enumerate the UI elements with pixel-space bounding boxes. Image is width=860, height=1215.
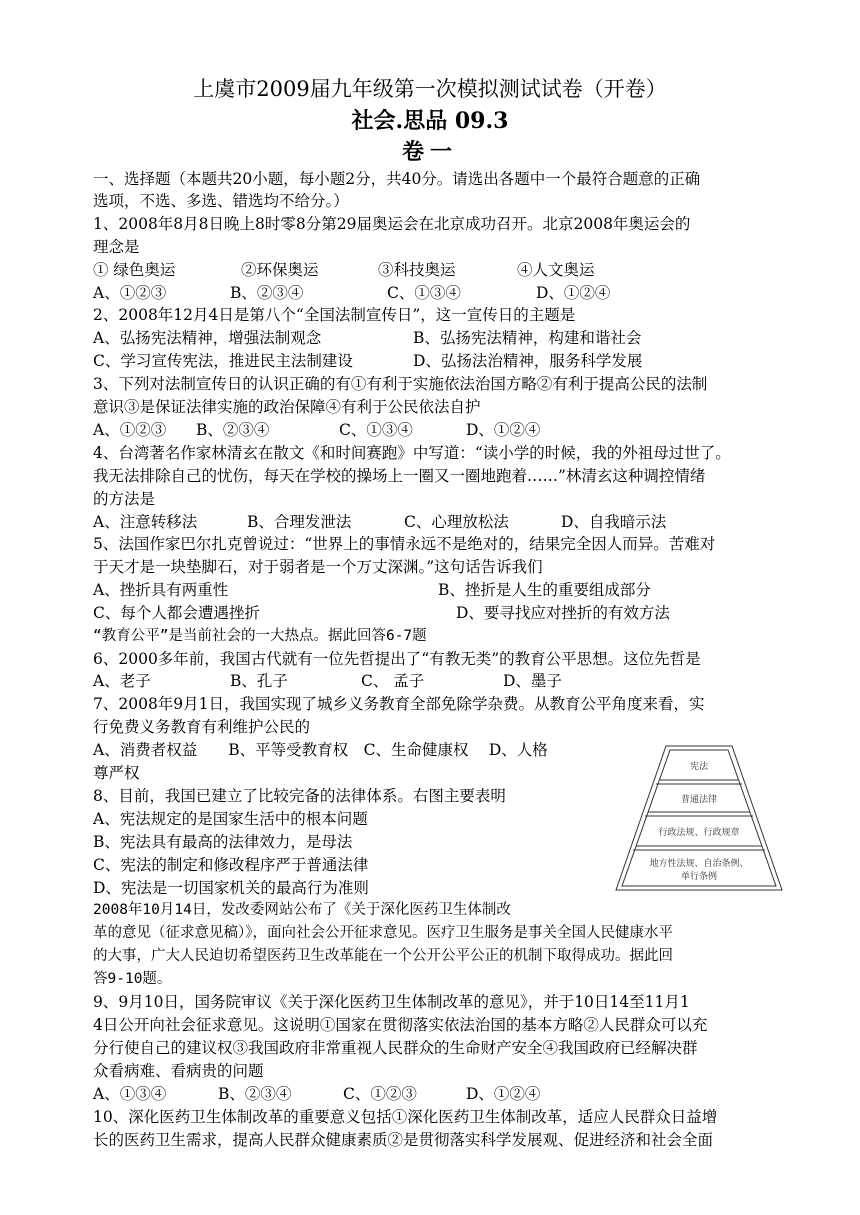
question-6-option-d: D、墨子 bbox=[503, 672, 562, 690]
question-5-option-a: A、挫折具有两重性 bbox=[93, 581, 229, 599]
question-3-option-d: D、①②④ bbox=[466, 421, 541, 439]
question-1-text: 理念是 bbox=[93, 238, 140, 256]
question-9-option-b: B、②③④ bbox=[218, 1085, 292, 1103]
question-8-option-c: C、宪法的制定和修改程序严于普通法律 bbox=[93, 856, 369, 874]
instructions-line: 选项，不选、多选、错选均不给分。） bbox=[93, 192, 349, 210]
question-5-option-b: B、挫折是人生的重要组成部分 bbox=[438, 581, 651, 599]
question-5-text: 于天才是一块垫脚石，对于弱者是一个万丈深渊。”这句话告诉我们 bbox=[93, 558, 543, 576]
question-7-text: 行免费义务教育有利维护公民的 bbox=[93, 718, 311, 736]
question-4-text: 4、台湾著名作家林清玄在散文《和时间赛跑》中写道：“读小学的时候，我的外祖母过世了。 bbox=[93, 444, 731, 462]
question-1-item: ① 绿色奥运 bbox=[93, 261, 176, 279]
exam-title: 上虞市2009届九年级第一次模拟测试试卷（开卷） bbox=[193, 77, 667, 101]
question-7-text: 7、2008年9月1日，我国实现了城乡义务教育全部免除学杂费。从教育公平角度来看，实 bbox=[93, 695, 705, 713]
question-5-text: 5、法国作家巴尔扎克曾说过：“世界上的事情永远不是绝对的，结果完全因人而异。苦难对 bbox=[93, 535, 716, 553]
question-6-option-a: A、老子 bbox=[93, 672, 151, 690]
question-2-option-a: A、弘扬宪法精神，增强法制观念 bbox=[93, 329, 322, 347]
material-medical-reform: 的大事，广大人民迫切希望医药卫生改革能在一个公开公平公正的机制下取得成功。据此回 bbox=[93, 948, 673, 964]
question-9-option-a: A、①③④ bbox=[93, 1085, 167, 1103]
question-6-text: 6、2000多年前，我国古代就有一位先哲提出了“有教无类”的教育公平思想。这位先哲是 bbox=[93, 650, 701, 668]
question-3-option-a: A、①②③ bbox=[93, 421, 167, 439]
question-9-option-c: C、①②③ bbox=[343, 1085, 417, 1103]
question-10-text: 10、深化医药卫生体制改革的重要意义包括①深化医药卫生体制改革，适应人民群众日益增 bbox=[93, 1108, 718, 1126]
pyramid-level-administrative: 行政法规、行政规章 bbox=[658, 828, 740, 838]
question-8-option-d: D、宪法是一切国家机关的最高行为准则 bbox=[93, 879, 369, 897]
question-3-option-b: B、②③④ bbox=[196, 421, 270, 439]
material-medical-reform: 革的意见（征求意见稿）》，面向社会公开征求意见。医疗卫生服务是事关全国人民健康水平 bbox=[93, 925, 673, 941]
question-9-text: 众看病难、看病贵的问题 bbox=[93, 1062, 264, 1080]
question-8-text: 8、目前，我国已建立了比较完备的法律体系。右图主要表明 bbox=[93, 787, 506, 805]
pyramid-level-ordinary-law: 普通法律 bbox=[680, 795, 718, 805]
material-education: “教育公平”是当前社会的一大热点。据此回答6-7题 bbox=[93, 628, 427, 644]
question-4-option-a: A、注意转移法 bbox=[93, 513, 198, 531]
question-4-text: 我无法排除自己的忧伤，每天在学校的操场上一圈又一圈地跑着……”林清玄这种调控情绪 bbox=[93, 467, 706, 485]
question-1-option-d: D、①②④ bbox=[536, 284, 611, 302]
question-9-option-d: D、①②④ bbox=[466, 1085, 541, 1103]
section-title: 卷一 bbox=[401, 139, 458, 165]
question-4-option-d: D、自我暗示法 bbox=[561, 513, 667, 531]
question-2-text: 2、2008年12月4日是第八个“全国法制宣传日”，这一宣传日的主题是 bbox=[93, 306, 576, 324]
question-7-text: 尊严权 bbox=[93, 764, 140, 782]
material-medical-reform: 2008年10月14日，发改委网站公布了《关于深化医药卫生体制改 bbox=[93, 902, 511, 918]
question-7-options: A、消费者权益 B、平等受教育权 C、生命健康权 D、人格 bbox=[93, 741, 548, 759]
question-1-text: 1、2008年8月8日晚上8时零8分第29届奥运会在北京成功召开。北京2008年奥运会的 bbox=[93, 215, 691, 233]
question-9-text: 9、9月10日，国务院审议《关于深化医药卫生体制改革的意见》，并于10日14至11月1 bbox=[93, 993, 690, 1011]
pyramid-level-local: 地方性法规、自治条例、 bbox=[649, 859, 749, 869]
question-2-option-c: C、学习宣传宪法，推进民主法制建设 bbox=[93, 352, 353, 370]
question-5-option-d: D、要寻找应对挫折的有效方法 bbox=[456, 604, 670, 622]
question-8-option-b: B、宪法具有最高的法律效力，是母法 bbox=[93, 833, 353, 851]
question-3-option-c: C、①③④ bbox=[339, 421, 413, 439]
legal-hierarchy-pyramid bbox=[614, 742, 784, 892]
pyramid-level-local: 单行条例 bbox=[680, 872, 718, 882]
question-9-text: 4日公开向社会征求意见。这说明①国家在贯彻落实依法治国的基本方略②人民群众可以充 bbox=[93, 1016, 708, 1034]
question-1-option-a: A、①②③ bbox=[93, 284, 167, 302]
material-medical-reform: 答9-10题。 bbox=[93, 971, 172, 987]
question-1-option-b: B、②③④ bbox=[230, 284, 304, 302]
question-1-item: ②环保奥运 bbox=[241, 261, 319, 279]
question-1-item: ③科技奥运 bbox=[378, 261, 456, 279]
question-4-text: 的方法是 bbox=[93, 490, 156, 508]
question-8-option-a: A、宪法规定的是国家生活中的根本问题 bbox=[93, 810, 368, 828]
question-6-option-b: B、孔子 bbox=[230, 672, 288, 690]
question-1-item: ④人文奥运 bbox=[517, 261, 595, 279]
question-2-option-d: D、弘扬法治精神，服务科学发展 bbox=[413, 352, 643, 370]
instructions-line: 一、选择题（本题共20小题，每小题2分，共40分。请选出各题中一个最符合题意的正确 bbox=[93, 170, 701, 188]
question-10-text: 长的医药卫生需求，提高人民群众健康素质②是贯彻落实科学发展观、促进经济和社会全面 bbox=[93, 1131, 714, 1149]
question-1-option-c: C、①③④ bbox=[387, 284, 461, 302]
pyramid-level-constitution: 宪法 bbox=[689, 762, 709, 772]
question-4-option-b: B、合理发泄法 bbox=[247, 513, 352, 531]
question-3-text: 意识③是保证法律实施的政治保障④有利于公民依法自护 bbox=[93, 398, 481, 416]
question-5-option-c: C、每个人都会遭遇挫折 bbox=[93, 604, 260, 622]
question-3-text: 3、下列对法制宣传日的认识正确的有①有利于实施依法治国方略②有利于提高公民的法制 bbox=[93, 375, 708, 393]
question-9-text: 分行使自己的建议权③我国政府非常重视人民群众的生命财产安全④我国政府已经解决群 bbox=[93, 1039, 698, 1057]
question-4-option-c: C、心理放松法 bbox=[404, 513, 509, 531]
question-2-option-b: B、弘扬宪法精神，构建和谐社会 bbox=[413, 329, 642, 347]
subject-title: 社会.思品 09.3 bbox=[351, 108, 509, 134]
question-6-option-c: C、 孟子 bbox=[361, 672, 425, 690]
